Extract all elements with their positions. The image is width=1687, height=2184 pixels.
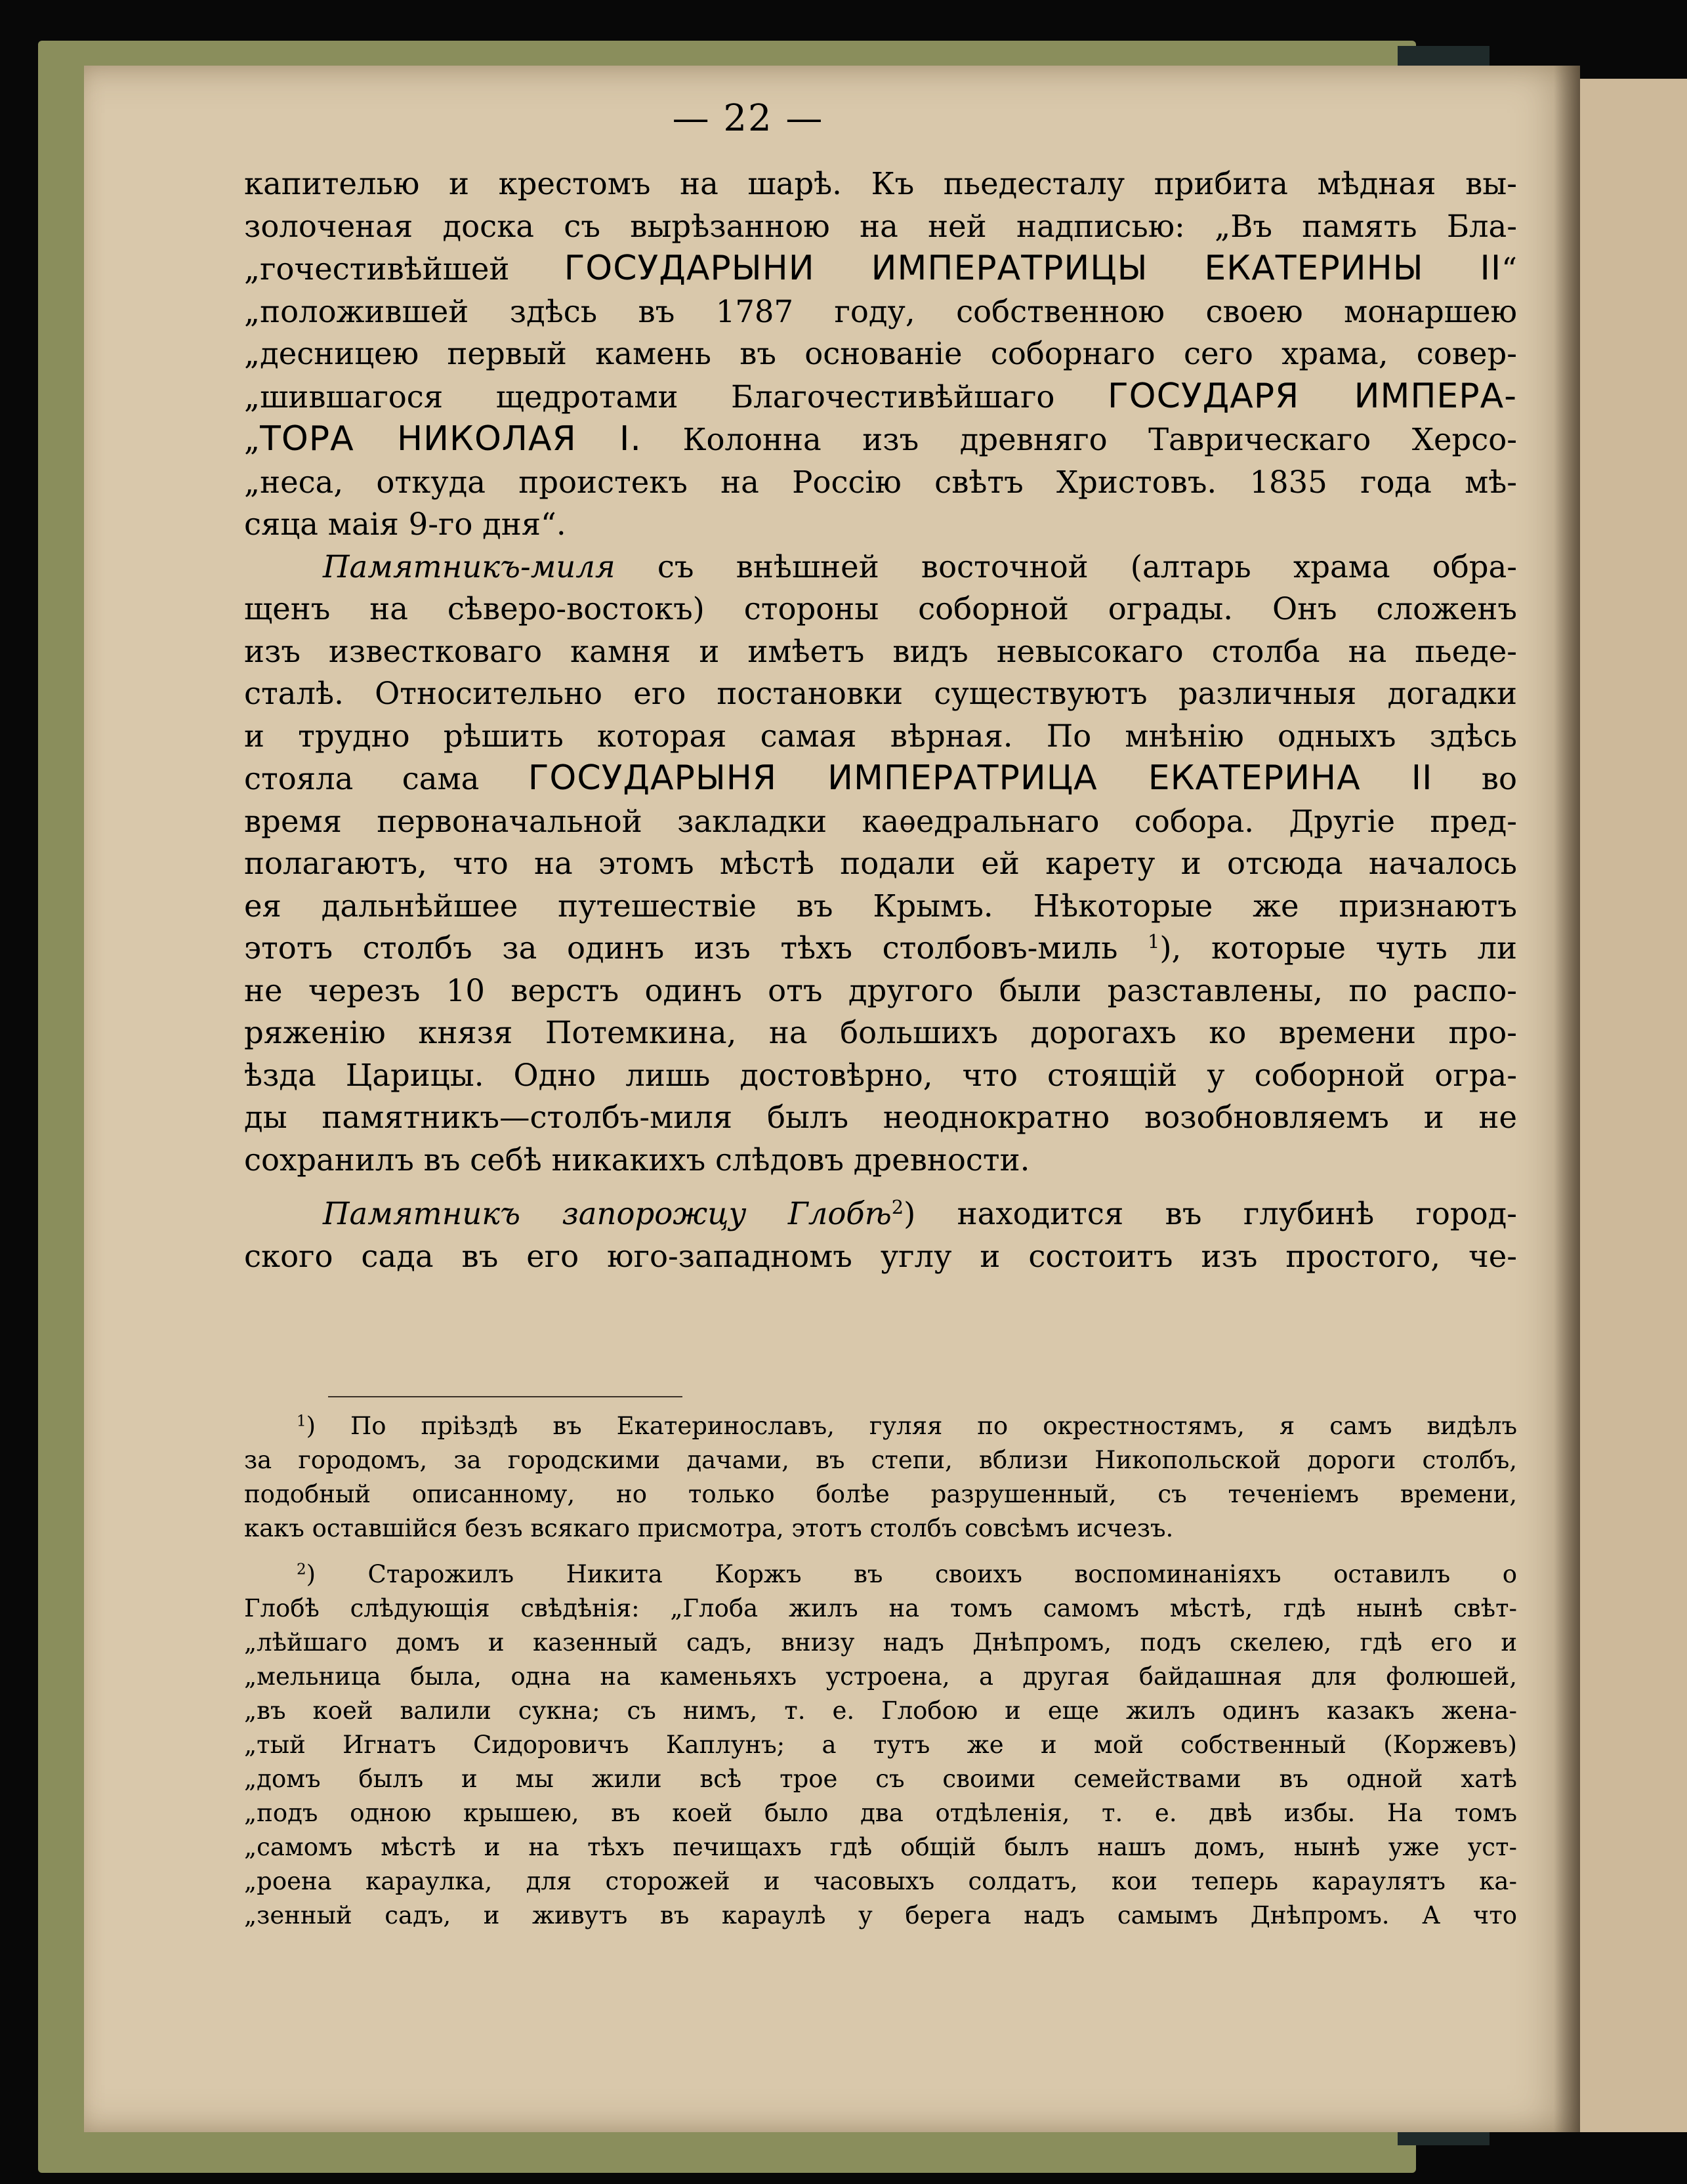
adjacent-page-edge	[1575, 79, 1687, 2132]
text-line: золоченая доска съ вырѣзанною на ней надписью: „Въ память Бла-	[244, 208, 1517, 244]
text-line: полагаютъ, что на этомъ мѣстѣ подали ей карету и отсюда началось	[244, 846, 1517, 881]
footnote-2	[244, 1557, 1517, 1933]
footnote-line: Глобѣ слѣдующія свѣдѣнія: „Глоба жилъ на томъ самомъ мѣстѣ, гдѣ нынѣ свѣт-	[244, 1594, 1517, 1622]
text-line: ского сада въ его юго-западномъ углу и состоитъ изъ простого, че-	[244, 1238, 1517, 1274]
text-line: ряженію князя Потемкина, на большихъ дорогахъ ко времени про-	[244, 1015, 1517, 1050]
text-line: ѣзда Царицы. Одно лишь достовѣрно, что стоящій у соборной огра-	[244, 1057, 1517, 1093]
text-line: ея дальнѣйшее путешествіе въ Крымъ. Нѣкоторые же признаютъ	[244, 888, 1517, 924]
text-line: изъ известковаго камня и имѣетъ видъ невысокаго столба на пьеде-	[244, 633, 1517, 669]
footnote-line: $^2$) Старожилъ Никита Коржъ въ своихъ воспоминаніяхъ оставилъ о	[297, 1560, 1517, 1588]
section-title: Памятникъ-миля	[323, 548, 615, 585]
footnote-line: „въ коей валили сукна; съ нимъ, т. е. Глобою и еще жилъ одинъ казакъ жена-	[244, 1697, 1517, 1725]
footnotes	[244, 1409, 1517, 1933]
text-line: „гочестивѣйшей ГОСУДАРЫНИ ИМПЕРАТРИЦЫ ЕКАТЕРИНЫ II“	[244, 249, 1517, 288]
footnote-separator	[328, 1396, 682, 1397]
footnote-line: „домъ былъ и мы жили всѣ трое съ своими семействами въ одной хатѣ	[244, 1765, 1517, 1793]
text-line: „ТОРА НИКОЛАЯ I. Колонна изъ древняго Таврическаго Херсо-	[244, 419, 1517, 459]
footnote-line: $^1$) По пріѣздѣ въ Екатеринославъ, гуляя по окрестностямъ, я самъ видѣлъ	[297, 1412, 1517, 1440]
page-gutter-shadow	[1554, 66, 1580, 2132]
footnote-line: подобный описанному, но только болѣе разрушенный, съ теченіемъ времени,	[244, 1480, 1517, 1508]
text-line: этотъ столбъ за одинъ изъ тѣхъ столбовъ-миль $^1$), которые чуть ли	[244, 930, 1517, 966]
text-line: сталѣ. Относительно его постановки существуютъ различныя догадки	[244, 676, 1517, 711]
text-line: „положившей здѣсь въ 1787 году, собственною своею монаршею	[244, 293, 1517, 329]
text-line: „неса, откуда проистекъ на Россію свѣтъ Христовъ. 1835 года мѣ-	[244, 464, 1517, 500]
footnote-ref: 2	[891, 1196, 904, 1219]
footnote-line: „зенный садъ, и живутъ въ караулѣ у берега надъ самымъ Днѣпромъ. А что	[244, 1901, 1517, 1929]
main-text	[244, 163, 1517, 1277]
footnote-line: „самомъ мѣстѣ и на тѣхъ печищахъ гдѣ общій былъ нашъ домъ, нынѣ уже уст-	[244, 1833, 1517, 1861]
section-title: Памятникъ запорожцу Глобѣ	[323, 1196, 892, 1231]
footnote-1	[244, 1409, 1517, 1546]
footnote-line: „подъ одною крышею, въ коей было два отдѣленія, т. е. двѣ избы. На томъ	[244, 1799, 1517, 1827]
text-line: „десницею первый камень въ основаніе соборнаго сего храма, совер-	[244, 336, 1517, 371]
text-line: сяца маія 9-го дня“.	[244, 506, 566, 542]
text-line: капителью и крестомъ на шарѣ. Къ пьедесталу прибита мѣдная вы-	[244, 166, 1517, 201]
footnote-line: за городомъ, за городскими дачами, въ степи, вблизи Никопольской дороги столбъ,	[244, 1446, 1517, 1474]
text-line: Памятникъ запорожцу Глобѣ$^2$) находится въ глубинѣ город-	[323, 1196, 1518, 1231]
paragraph-milestone	[244, 546, 1517, 1182]
text-line: Памятникъ-миля съ внѣшней восточной (алтарь храма обра-	[323, 548, 1517, 585]
text-line: не черезъ 10 верстъ одинъ отъ другого были разставлены, по распо-	[244, 972, 1517, 1008]
text-line: сохранилъ въ себѣ никакихъ слѣдовъ древности.	[244, 1142, 1030, 1178]
text-line: стояла сама ГОСУДАРЫНЯ ИМПЕРАТРИЦА ЕКАТЕРИНА II во	[244, 758, 1517, 798]
footnote-line: „роена караулка, для сторожей и часовыхъ солдатъ, кои теперь караулятъ ка-	[244, 1867, 1517, 1895]
paragraph-globa-monument	[244, 1193, 1517, 1277]
footnote-line: „тый Игнатъ Сидоровичъ Каплунъ; а тутъ же и мой собственный (Коржевъ)	[244, 1731, 1517, 1759]
footnote-line: „лѣйшаго домъ и казенный садъ, внизу надъ Днѣпромъ, подъ скелею, гдѣ его и	[244, 1628, 1517, 1657]
footnote-line: какъ оставшійся безъ всякаго присмотра, этотъ столбъ совсѣмъ исчезъ.	[244, 1514, 1174, 1542]
page-number: — 22 —	[672, 97, 824, 140]
footnote-ref: 1	[1148, 930, 1160, 953]
text-line: щенъ на сѣверо-востокъ) стороны соборной ограды. Онъ сложенъ	[244, 591, 1517, 627]
text-line: и трудно рѣшить которая самая вѣрная. По мнѣнію одныхъ здѣсь	[244, 718, 1517, 754]
paragraph-inscription	[244, 163, 1517, 546]
text-line: время первоначальной закладки каѳедральнаго собора. Другіе пред-	[244, 803, 1517, 839]
text-line: „шившагося щедротами Благочестивѣйшаго ГОСУДАРЯ ИМПЕРА-	[244, 376, 1517, 416]
text-line: ды памятникъ—столбъ-миля былъ неоднократно возобновляемъ и не	[244, 1100, 1517, 1135]
footnote-line: „мельница была, одна на каменьяхъ устроена, а другая байдашная для фолюшей,	[244, 1662, 1517, 1691]
